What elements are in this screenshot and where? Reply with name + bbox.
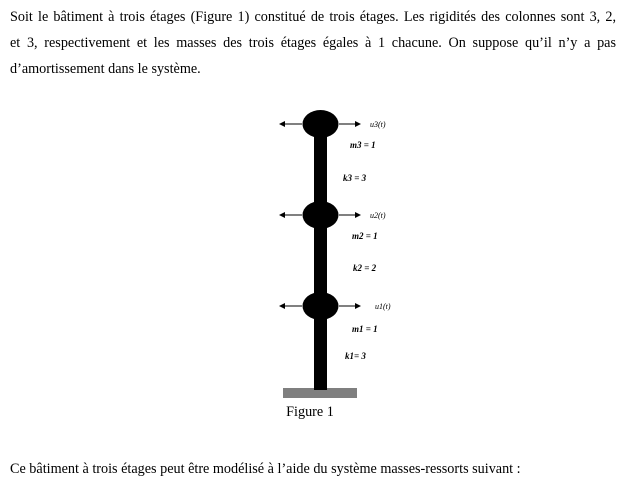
- outro-paragraph: Ce bâtiment à trois étages peut être modélisé à l’aide du système masses-ressorts suivant :: [10, 461, 521, 477]
- figure-caption: Figure 1: [286, 404, 334, 420]
- u1-label: u1(t): [375, 302, 391, 311]
- mass-1: [303, 292, 339, 320]
- m3-label: m3 = 1: [350, 140, 376, 150]
- intro-line-1: Soit le bâtiment à trois étages (Figure 1) constitué de trois étages. Les rigidités des colonnes sont 3, 2,: [10, 9, 616, 25]
- k1-label: k1= 3: [345, 351, 366, 361]
- intro-line-2: et 3, respectivement et les masses des trois étages égales à 1 chacune. On suppose qu’il n’y a pas: [10, 35, 616, 51]
- m2-label: m2 = 1: [352, 231, 378, 241]
- u3-label: u3(t): [370, 120, 386, 129]
- building-column: [314, 128, 327, 390]
- mass-2: [303, 201, 339, 229]
- k2-label: k2 = 2: [353, 263, 377, 273]
- intro-line-3: d’amortissement dans le système.: [10, 61, 201, 77]
- u2-label: u2(t): [370, 211, 386, 220]
- m1-label: m1 = 1: [352, 324, 378, 334]
- mass-3: [303, 110, 339, 138]
- k3-label: k3 = 3: [343, 173, 367, 183]
